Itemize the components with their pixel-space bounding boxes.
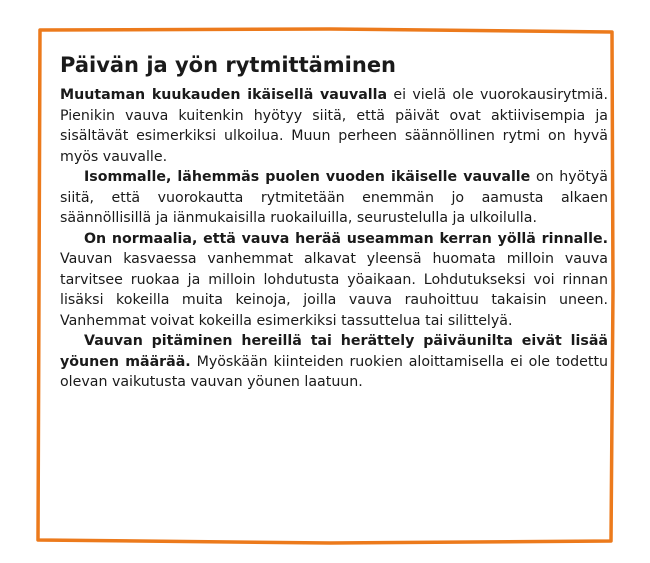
paragraph-2-text: on hyötyä siitä, että vuorokautta rytmitetään enemmän jo aamusta alkaen säännöllisillä ja iänmukaisilla ruokailuilla, seurustelulla ja ulkoilulla.: [60, 169, 608, 226]
paragraph-2-lead: Isommalle, lähemmäs puolen vuoden ikäiselle vauvalle: [84, 169, 531, 185]
box-title: Päivän ja yön rytmittäminen: [60, 53, 397, 77]
paragraph-3: [60, 229, 608, 332]
paragraph-1-lead: Muutaman kuukauden ikäisellä vauvalla: [60, 87, 388, 103]
paragraph-2: [60, 167, 608, 229]
paragraph-1: [60, 85, 608, 167]
paragraph-3-text: Vauvan kasvaessa vanhemmat alkavat yleensä huomata milloin vauva tarvitsee ruokaa ja milloin lohdutusta yöaikaan. Lohdutukseksi voi rinnan lisäksi kokeilla muita keinoja, joilla vauva rauhoittuu takaisin uneen. Vanhemmat voivat kokeilla esimerkiksi tassuttelua tai silittelyä.: [60, 251, 608, 329]
paragraph-3-lead: On normaalia, että vauva herää useamman kerran yöllä rinnalle.: [84, 230, 608, 247]
paragraph-4-lead: Vauvan pitäminen hereillä tai herättely päiväunilta eivät lisää yöunen määrää.: [60, 333, 608, 370]
info-box: [60, 52, 608, 393]
paragraph-4-text: Myöskään kiinteiden ruokien aloittamisella ei ole todettu olevan vaikutusta vauvan yöunen laatuun.: [60, 353, 608, 390]
paragraph-1-text: ei vielä ole vuorokausirytmiä. Pienikin vauva kuitenkin hyötyy siitä, että päivät ovat aktiivisempia ja sisältävät esimerkiksi ulkoilua. Muun perheen säännöllinen rytmi on hyvä myös vauvalle.: [60, 87, 608, 165]
paragraph-4: [60, 331, 608, 393]
